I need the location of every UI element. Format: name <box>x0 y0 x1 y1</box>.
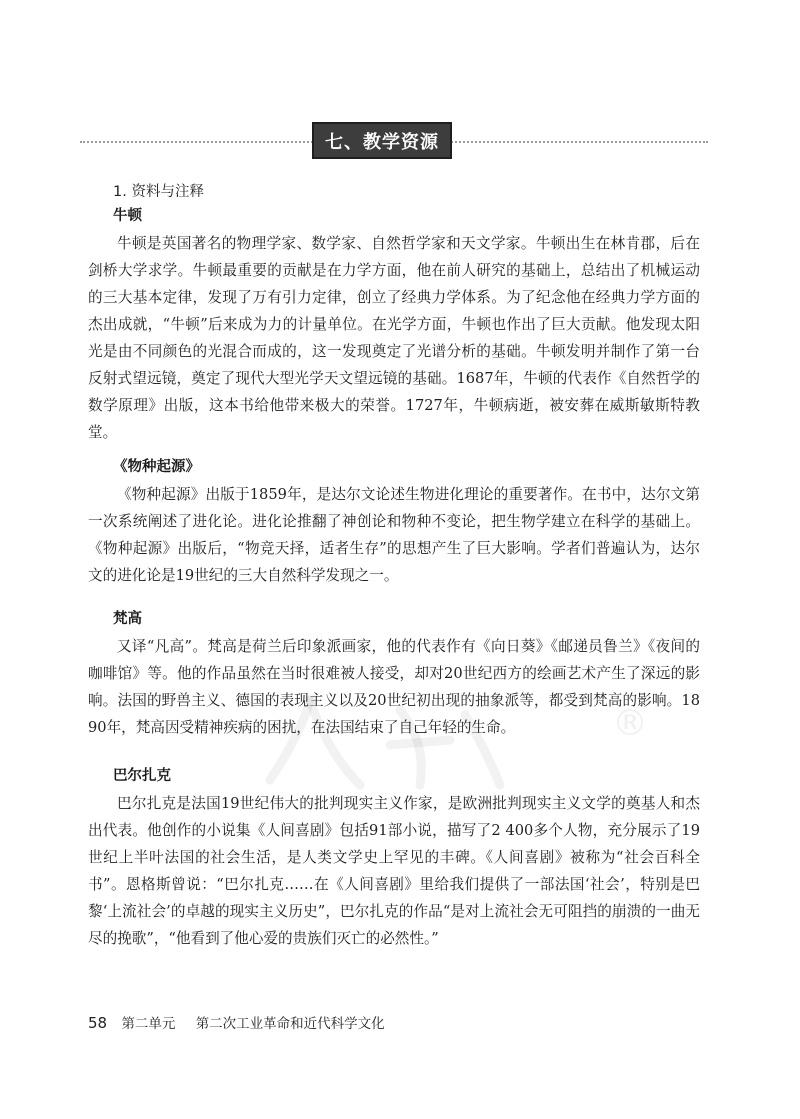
footer-unit: 第二单元 <box>121 1016 176 1032</box>
entry-text: 牛顿是英国著名的物理学家、数学家、自然哲学家和天文学家。牛顿出生在林肯郡，后在剑桥大学求学。牛顿最重要的贡献是在力学方面，他在前人研究的基础上，总结出了机械运动的三大基本定律，发现了万有引力定律，创立了经典力学体系。为了纪念他在经典力学方面的杰出成就，“牛顿”后来成为力的计量单位。在光学方面，牛顿也作出了巨大贡献。他发现太阳光是由不同颜色的光混合而成的，这一发现奠定了光谱分析的基础。牛顿发明并制作了第一台反射式望远镜，奠定了现代大型光学天文望远镜的基础。1687年，牛顿的代表作《自然哲学的数学原理》出版，这本书给他带来极大的荣誉。1727年，牛顿病逝，被安葬在威斯敏斯特教堂。 <box>88 235 700 441</box>
entry-heading: 牛顿 <box>113 208 142 224</box>
entry-newton <box>88 202 700 446</box>
subsection-label: 1. 资料与注释 <box>113 184 204 200</box>
page-footer <box>88 1012 385 1032</box>
entry-heading: 梵高 <box>113 611 142 627</box>
section-header-title: 七、教学资源 <box>312 122 452 159</box>
entry-text: 巴尔扎克是法国19世纪伟大的批判现实主义作家，是欧洲批判现实主义文学的奠基人和杰出代表。他创作的小说集《人间喜剧》包括91部小说，描写了2 400多个人物，充分展示了19世纪上半叶法国的社会生活，是人类文学史上罕见的丰碑。《人间喜剧》被称为“社会百科全书”。恩格斯曾说：“巴尔扎克……在《人间喜剧》里给我们提供了一部法国‘社会’，特别是巴黎‘上流社会’的卓越的现实主义历史”，巴尔扎克的作品“是对上流社会无可阻挡的崩溃的一曲无尽的挽歌”，“他看到了他心爱的贵族们灭亡的必然性。” <box>88 795 700 947</box>
entry-text: 又译“凡高”。梵高是荷兰后印象派画家，他的代表作有《向日葵》《邮递员鲁兰》《夜间的咖啡馆》等。他的作品虽然在当时很难被人接受，却对20世纪西方的绘画艺术产生了深远的影响。法国的野兽主义、德国的表现主义以及20世纪初出现的抽象派等，都受到梵高的影响。1890年，梵高因受精神疾病的困扰，在法国结束了自己年轻的生命。 <box>88 638 700 736</box>
entry-origin-of-species <box>88 453 700 589</box>
entry-heading: 《物种起源》 <box>113 459 200 475</box>
entry-balzac <box>88 762 700 952</box>
entry-heading: 巴尔扎克 <box>113 768 171 784</box>
entry-text: 《物种起源》出版于1859年，是达尔文论述生物进化理论的重要著作。在书中，达尔文第一次系统阐述了进化论。进化论推翻了神创论和物种不变论，把生物学建立在科学的基础上。《物种起源》出版后，“物竞天择，适者生存”的思想产生了巨大影响。学者们普遍认为，达尔文的进化论是19世纪的三大自然科学发现之一。 <box>88 486 700 584</box>
footer-unit-title: 第二次工业革命和近代科学文化 <box>195 1016 385 1032</box>
page-number: 58 <box>88 1014 108 1032</box>
registered-mark: ® <box>612 703 648 744</box>
entry-van-gogh <box>88 605 700 741</box>
